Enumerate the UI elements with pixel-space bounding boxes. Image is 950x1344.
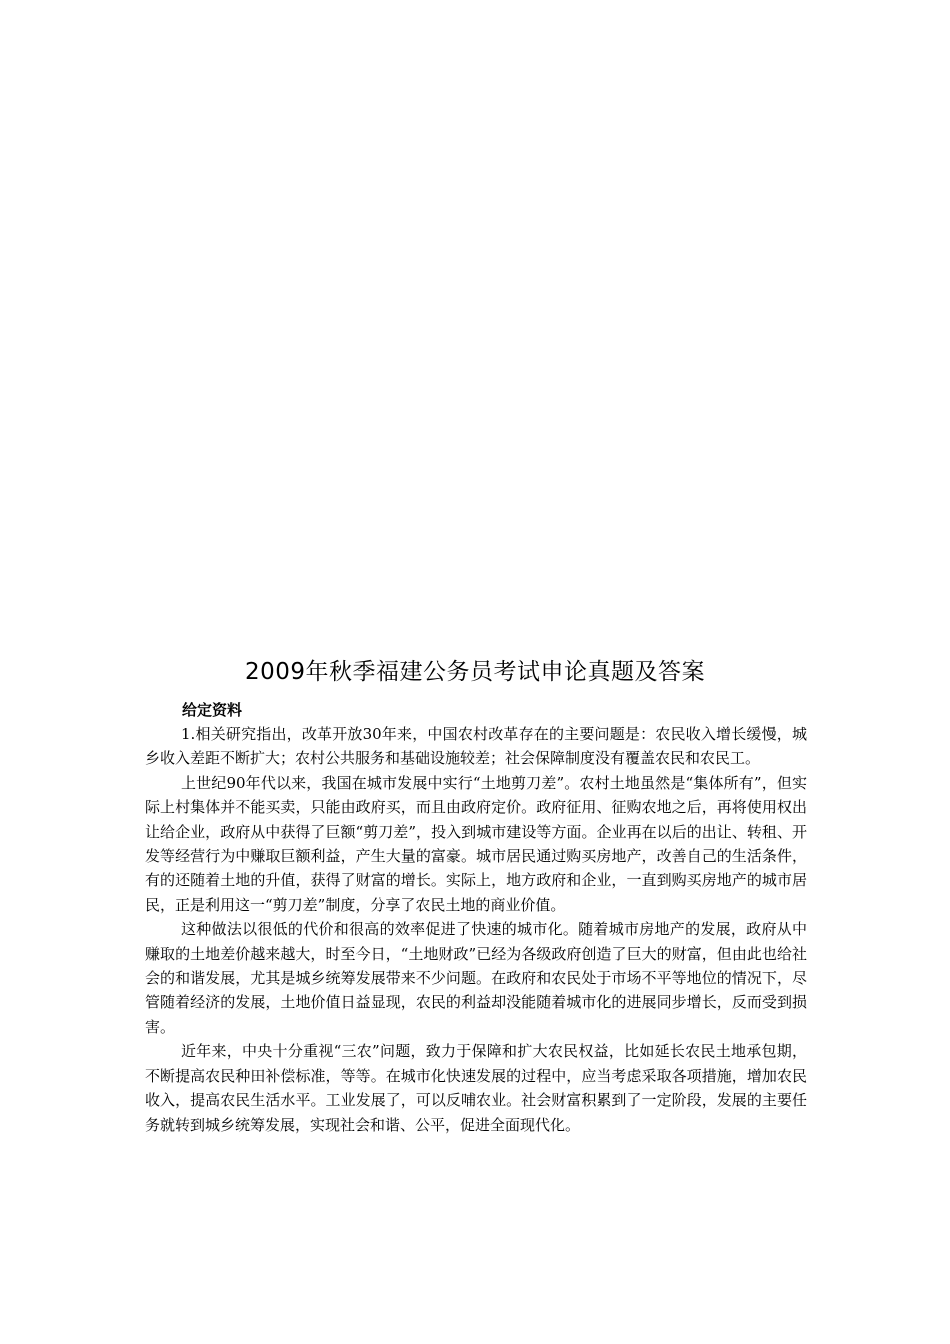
paragraph-3: 这种做法以很低的代价和很高的效率促进了快速的城市化。随着城市房地产的发展，政府从中赚取的土地差价越来越大，时至今日，“土地财政”已经为各级政府创造了巨大的财富，但由此也给社会的和谐发展，尤其是城乡统筹发展带来不少问题。在政府和农民处于市场不平等地位的情况下，尽管随着经济的发展，土地价值日益显现，农民的利益却没能随着城市化的进展同步增长，反而受到损害。 — [145, 920, 807, 1036]
body-text — [145, 722, 807, 1137]
paragraph-4: 近年来，中央十分重视“三农”问题，致力于保障和扩大农民权益，比如延长农民土地承包期，不断提高农民种田补偿标准，等等。在城市化快速发展的过程中，应当考虑采取各项措施，增加农民收入，提高农民生活水平。工业发展了，可以反哺农业。社会财富积累到了一定阶段，发展的主要任务就转到城乡统筹发展，实现社会和谐、公平，促进全面现代化。 — [145, 1042, 807, 1134]
document-title: 2009年秋季福建公务员考试申论真题及答案 — [244, 659, 706, 685]
section-label: 给定资料 — [182, 701, 243, 719]
paragraph-2: 上世纪90年代以来，我国在城市发展中实行“土地剪刀差”。农村土地虽然是“集体所有”，但实际上村集体并不能买卖，只能由政府买，而且由政府定价。政府征用、征购农地之后，再将使用权出让给企业，政府从中获得了巨额“剪刀差”，投入到城市建设等方面。企业再在以后的出让、转租、开发等经营行为中赚取巨额利益，产生大量的富豪。城市居民通过购买房地产，改善自己的生活条件，有的还随着土地的升值，获得了财富的增长。实际上，地方政府和企业，一直到购买房地产的城市居民，正是利用这一“剪刀差”制度，分享了农民土地的商业价值。 — [145, 773, 807, 914]
paragraph-1: 1.相关研究指出，改革开放30年来，中国农村改革存在的主要问题是：农民收入增长缓慢，城乡收入差距不断扩大；农村公共服务和基础设施较差；社会保障制度没有覆盖农民和农民工。 — [145, 725, 807, 768]
